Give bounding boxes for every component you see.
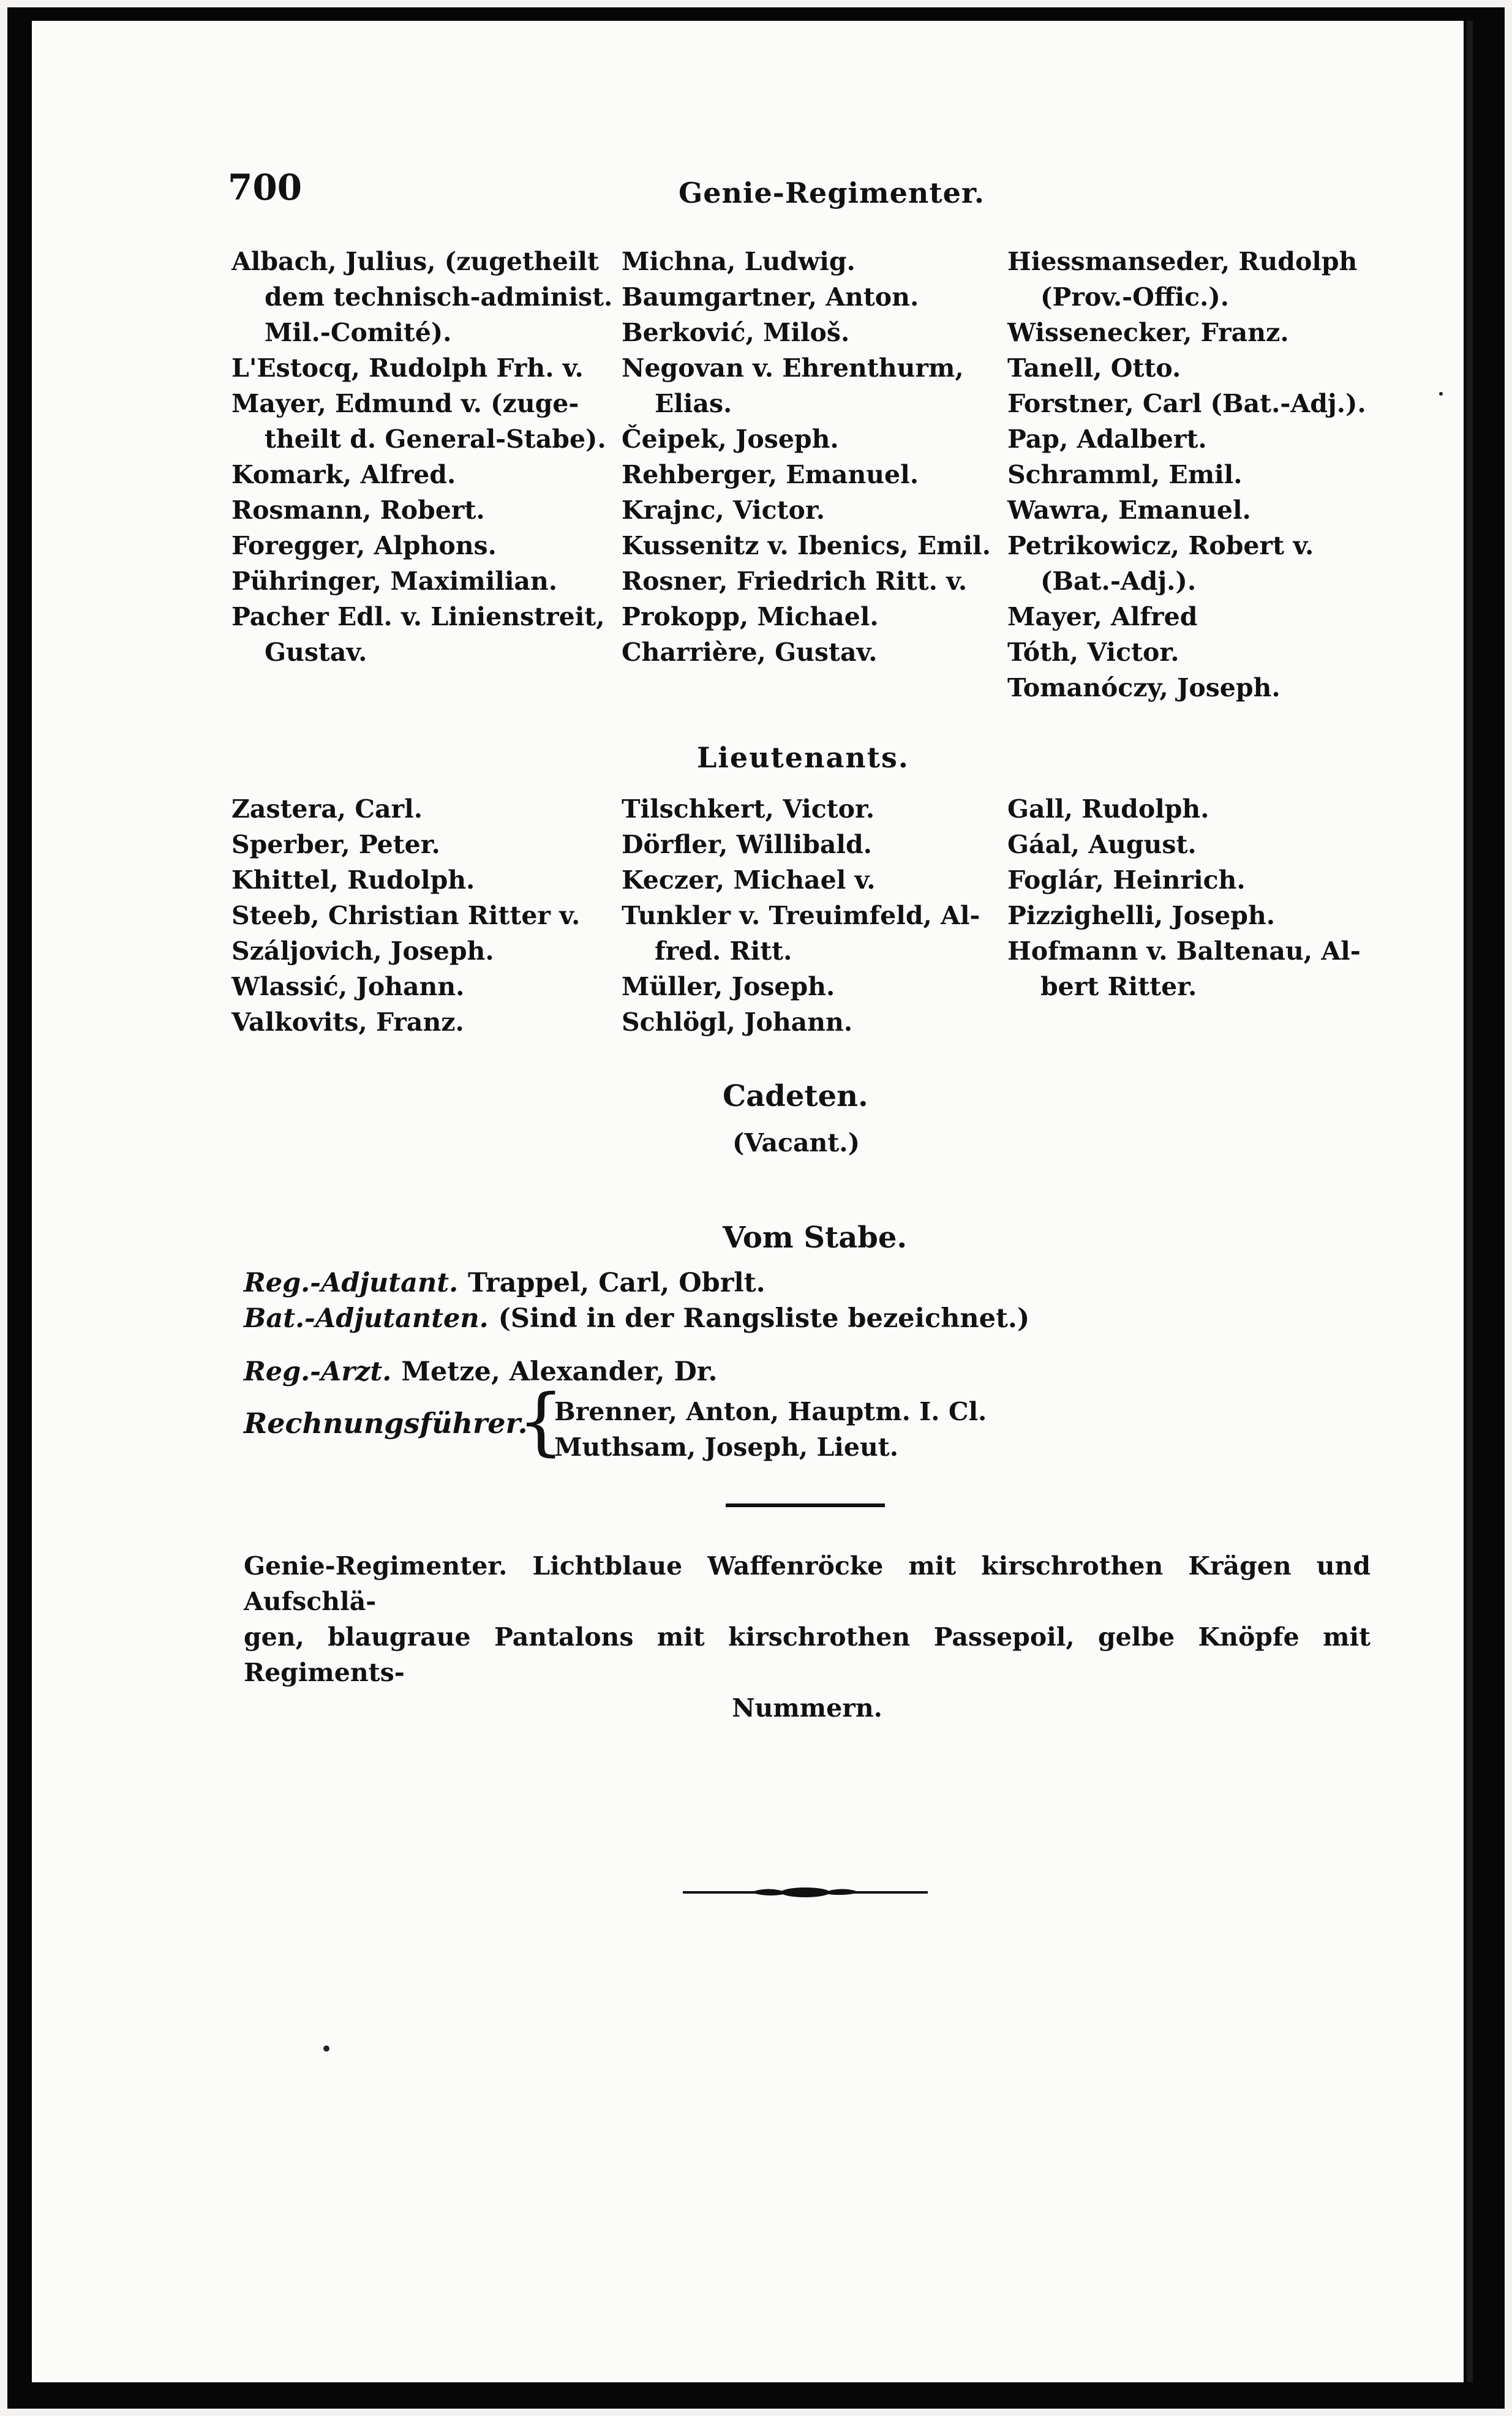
section-divider: [726, 1503, 885, 1507]
list-item: Tanell, Otto.: [1007, 353, 1181, 383]
staff-label: Reg.-Adjutant.: [244, 1268, 459, 1298]
list-item: Khittel, Rudolph.: [231, 865, 475, 895]
staff-reg-arzt: [244, 1357, 717, 1387]
staff-label: Bat.-Adjutanten.: [244, 1303, 489, 1334]
lieutenants-column-1: [231, 791, 599, 1040]
list-item: Gall, Rudolph.: [1007, 794, 1209, 824]
list-item: Mayer, Edmund v. (zuge-: [231, 389, 579, 418]
list-item: Elias.: [655, 389, 732, 418]
list-item: Hiessmanseder, Rudolph: [1007, 247, 1358, 276]
list-item: Berković, Miloš.: [622, 318, 850, 347]
list-item: Rosmann, Robert.: [231, 495, 485, 525]
list-item: Tóth, Victor.: [1007, 638, 1179, 667]
list-item: Mil.-Comité).: [265, 318, 452, 347]
list-item: (Prov.-Offic.).: [1040, 282, 1230, 312]
list-item: Wawra, Emanuel.: [1007, 495, 1251, 525]
list-item: Tunkler v. Treuimfeld, Al-: [622, 901, 980, 930]
list-item: Brenner, Anton, Hauptm. I. Cl.: [554, 1397, 987, 1426]
list-item: Komark, Alfred.: [231, 460, 456, 489]
staff-label: Reg.-Arzt.: [244, 1357, 392, 1387]
staff-heading: Vom Stabe.: [723, 1221, 908, 1255]
list-item: Tilschkert, Victor.: [622, 794, 875, 824]
list-item: bert Ritter.: [1040, 972, 1197, 1001]
list-item: Michna, Ludwig.: [622, 247, 856, 276]
list-item: fred. Ritt.: [655, 936, 792, 966]
list-item: Rehberger, Emanuel.: [622, 460, 919, 489]
list-item: Valkovits, Franz.: [231, 1007, 464, 1037]
list-item: Muthsam, Joseph, Lieut.: [554, 1432, 898, 1462]
uniform-line: Genie-Regimenter. Lichtblaue Waffenröcke mit kirschrothen Krägen und Aufschlä-: [244, 1551, 1371, 1616]
list-item: Schramml, Emil.: [1007, 460, 1243, 489]
running-title: Genie-Regimenter.: [679, 176, 985, 209]
speck: [323, 2045, 329, 2052]
list-item: Forstner, Carl (Bat.-Adj.).: [1007, 389, 1366, 418]
list-item: Prokopp, Michael.: [622, 602, 879, 631]
staff-reg-adjutant: [244, 1268, 765, 1298]
staff-value: (Sind in der Rangsliste bezeichnet.): [498, 1303, 1030, 1334]
officer-column-1: [231, 244, 613, 670]
list-item: Mayer, Alfred: [1007, 602, 1198, 631]
list-item: Müller, Joseph.: [622, 972, 835, 1001]
list-item: L'Estocq, Rudolph Frh. v.: [231, 353, 584, 383]
list-item: Dörfler, Willibald.: [622, 830, 872, 859]
staff-rechnungsfuehrer-label: Rechnungsführer.: [244, 1407, 528, 1440]
staff-bat-adjutanten: [244, 1303, 1029, 1334]
officer-column-3: [1007, 244, 1375, 706]
list-item: Pizzighelli, Joseph.: [1007, 901, 1276, 930]
list-item: Pacher Edl. v. Linienstreit,: [231, 602, 605, 631]
cadets-heading: Cadeten.: [723, 1079, 868, 1113]
list-item: Sperber, Peter.: [231, 830, 440, 859]
list-item: Baumgartner, Anton.: [622, 282, 919, 312]
list-item: Wlassić, Johann.: [231, 972, 465, 1001]
list-item: Foregger, Alphons.: [231, 531, 497, 560]
list-item: Steeb, Christian Ritter v.: [231, 901, 581, 930]
curly-brace-icon: {: [517, 1379, 565, 1464]
list-item: Krajnc, Victor.: [622, 495, 825, 525]
cadets-note: (Vacant.): [732, 1128, 860, 1157]
list-item: theilt d. General-Stabe).: [265, 424, 606, 454]
list-item: Charrière, Gustav.: [622, 638, 878, 667]
lieutenants-column-3: [1007, 791, 1375, 1004]
uniform-description: [244, 1548, 1371, 1726]
list-item: Schlögl, Johann.: [622, 1007, 853, 1037]
list-item: Negovan v. Ehrenthurm,: [622, 353, 964, 383]
officer-column-2: [622, 244, 989, 670]
list-item: Čeipek, Joseph.: [622, 424, 839, 454]
staff-rechnungsfuehrer-values: [554, 1394, 987, 1465]
lieutenants-column-2: [622, 791, 989, 1040]
list-item: Keczer, Michael v.: [622, 865, 876, 895]
staff-value: Trappel, Carl, Obrlt.: [468, 1268, 765, 1298]
list-item: (Bat.-Adj.).: [1040, 566, 1197, 596]
list-item: Wissenecker, Franz.: [1007, 318, 1289, 347]
lieutenants-heading: Lieutenants.: [697, 741, 909, 774]
list-item: Kussenitz v. Ibenics, Emil.: [622, 531, 991, 560]
list-item: Gáal, August.: [1007, 830, 1197, 859]
list-item: Foglár, Heinrich.: [1007, 865, 1246, 895]
page-number: 700: [228, 167, 303, 208]
uniform-line: gen, blaugraue Pantalons mit kirschrothen Passepoil, gelbe Knöpfe mit Regiments-: [244, 1622, 1371, 1687]
ornament-divider-icon: [683, 1883, 928, 1902]
list-item: Tomanóczy, Joseph.: [1007, 673, 1281, 702]
list-item: Hofmann v. Baltenau, Al-: [1007, 936, 1361, 966]
list-item: Rosner, Friedrich Ritt. v.: [622, 566, 968, 596]
speck: [1439, 392, 1443, 396]
list-item: Albach, Julius, (zugetheilt: [231, 247, 599, 276]
list-item: Zastera, Carl.: [231, 794, 423, 824]
list-item: dem technisch-administ.: [265, 282, 613, 312]
list-item: Pühringer, Maximilian.: [231, 566, 558, 596]
list-item: Petrikowicz, Robert v.: [1007, 531, 1314, 560]
uniform-line: Nummern.: [732, 1693, 882, 1723]
list-item: Gustav.: [265, 638, 367, 667]
list-item: Száljovich, Joseph.: [231, 936, 494, 966]
list-item: Pap, Adalbert.: [1007, 424, 1207, 454]
staff-value: Metze, Alexander, Dr.: [401, 1357, 718, 1387]
